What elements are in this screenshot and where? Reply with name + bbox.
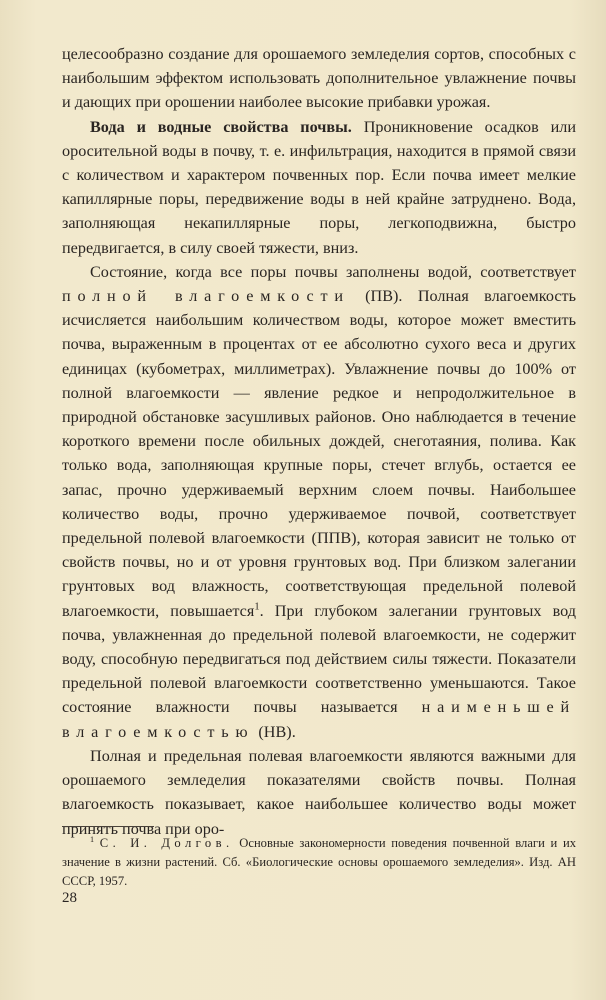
term-full-capacity: полной влагоемкости (62, 287, 350, 306)
footnote-marker: 1 (90, 834, 95, 844)
paragraph-3-text-d: (НВ). (254, 722, 296, 741)
paragraph-2-text: Проникновение осадков или оросительной воды в почву, т. е. инфильтрация, находится в прямой связи с количеством и характером почвенных пор. Если почва имеет мелкие капиллярные поры, передвижение воды в ней крайне затруднено. Вода, заполняющая некапиллярные поры, легкоподвижна, быстро передвигается, в силу своей тяжести, вниз. (62, 117, 576, 257)
footnote-text: Основные закономерности поведения почвенной влаги и их значение в жизни растений. Сб. «Биологические основы орошаемого земледелия». Изд. АН СССР, 1957. (62, 836, 577, 888)
paragraph-3 (62, 260, 576, 744)
paragraph-3-text-c: . При глубоком залегании грунтовых вод почва, увлажненная до предельной полевой влагоемкости, не содержит воду, способную передвигаться под действием силы тяжести. Показатели предельной полевой влагоемкости соответственно уменьшаются. Такое состояние влажности почвы называется (62, 601, 576, 717)
term-least-capacity: наименьшей влагоемкостью (62, 698, 576, 741)
footnote-marker-wrap (62, 836, 100, 850)
paragraph-4-text: Полная и предельная полевая влагоемкости являются важными для орошаемого земледелия показателями свойств почвы. Полная влагоемкость показывает, какое наибольшее количество воды может принять почва при оро- (62, 746, 576, 838)
footnote-reference[interactable]: 1 (254, 601, 260, 613)
paragraph-3-text-a: Состояние, когда все поры почвы заполнены водой, соответствует (90, 262, 576, 281)
paragraph-1-text: целесообразно создание для орошаемого земледелия сортов, способных с наибольшим эффектом использовать дополнительное увлажнение почвы и дающих при орошении наиболее высокие прибавки урожая. (62, 45, 576, 112)
footnote-author: С. И. Долгов. (99, 836, 234, 850)
section-heading: Вода и водные свойства почвы. (90, 117, 352, 136)
footnote (62, 834, 576, 891)
paragraph-1 (62, 42, 576, 115)
body-text (62, 42, 576, 841)
paragraph-2 (62, 115, 576, 260)
page-number: 28 (62, 890, 77, 906)
footnote-divider (62, 826, 154, 827)
paragraph-3-text-b: (ПВ). Полная влагоемкость исчисляется наибольшим количеством воды, которое может вместить почва, выраженным в процентах от ее абсолютно сухого веса и других единицах (кубометрах, миллиметрах). Увлажнение почвы до 100% от полной влагоемкости — явление редкое и непродолжительное в природной обстановке засушливых районов. Оно наблюдается в течение короткого времени после обильных дождей, снеготаяния, полива. Как только вода, заполняющая крупные поры, стечет вглубь, остается ее запас, прочно удерживаемый верхним слоем почвы. Наибольшее количество воды, прочно удерживаемое почвой, соответствует предельной полевой влагоемкости (ППВ), которая зависит не только от свойств почвы, но и от уровня грунтовых вод. При близком залегании грунтовых вод влажность, соответствующая предельной полевой влагоемкости, повышается (62, 287, 576, 620)
